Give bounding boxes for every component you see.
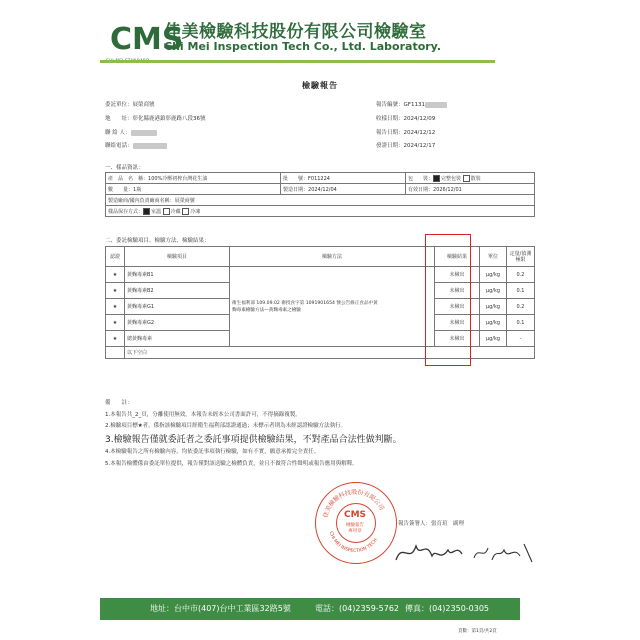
company-name-zh: 佳美檢驗科技股份有限公司檢驗室 <box>164 22 427 42</box>
mfg-value: 2024/12/04 <box>308 186 337 193</box>
report-no-label: 報告編號： <box>376 102 404 108</box>
seal-line-2: 專用章 <box>348 529 362 534</box>
col-accredit: 認證 <box>106 247 125 267</box>
company-logo <box>110 16 184 57</box>
address-row <box>105 114 206 122</box>
batch-value: F011224 <box>308 175 330 182</box>
accredit-star: ★ <box>106 267 125 283</box>
test-result: 未檢出 <box>435 267 480 283</box>
client-value: 展榮商號 <box>132 102 155 108</box>
storage-option-fridge: 冷藏 <box>170 208 181 215</box>
note-2: 2.檢驗項目標★者，係指該檢驗項目經衛生福利部認證通過；未標示者則為未經認證檢驗方法執行。 <box>105 423 347 429</box>
test-unit: μg/kg <box>480 267 507 283</box>
signer-row <box>398 519 464 527</box>
test-item: 黃麴毒素G1 <box>125 299 230 315</box>
phone-row <box>105 141 167 149</box>
mfg-cell <box>281 184 406 195</box>
accredit-star: ★ <box>106 299 125 315</box>
issue-label: 發證日期： <box>376 143 404 149</box>
document-title: 檢驗報告 <box>302 81 338 90</box>
signer-label: 報告簽署人： <box>398 521 432 527</box>
maker-value: 展榮商號 <box>174 197 195 204</box>
accredit-star: ★ <box>106 331 125 347</box>
method-text-1: 衛生福利部 109.09.02 衛授食字第 1091901654 號公告修正食品中黃 <box>232 300 378 306</box>
footer-fax: 傳真：(04)2350-0305 <box>405 604 490 613</box>
exp-cell <box>406 184 535 195</box>
col-loq: 定量/偵測極限 <box>507 247 535 267</box>
test-item: 黃麴毒素B2 <box>125 283 230 299</box>
test-result: 未檢出 <box>435 299 480 315</box>
issue-date-row <box>376 141 435 149</box>
col-result: 檢驗結果 <box>435 247 480 267</box>
col-item: 檢驗項目 <box>125 247 230 267</box>
maker-cell <box>106 195 535 206</box>
col-unit: 單位 <box>480 247 507 267</box>
client-label: 委託單位： <box>105 102 133 108</box>
report-date-row <box>376 128 435 136</box>
qty-cell <box>106 184 281 195</box>
storage-option-room: 室溫 <box>151 208 162 215</box>
test-result: 未檢出 <box>435 315 480 331</box>
note-4: 4.本檢驗報告之所有檢驗內容，均依委託事項執行檢驗，如有不實，願意承擔完全責任。 <box>105 449 320 455</box>
test-loq: 0.1 <box>507 315 535 331</box>
package-option-full: 完整包裝 <box>441 175 462 182</box>
maker-label: 製造廠商/國內負責廠商名稱： <box>108 197 175 204</box>
note-3: 3.檢驗報告僅就委託者之委託事項提供檢驗結果，不對產品合法性做判斷。 <box>105 435 402 445</box>
company-name-en: Chi Mei Inspection Tech Co., Ltd. Laboratory. <box>164 40 442 53</box>
qty-label: 數 量： <box>108 186 134 193</box>
handwritten-signature <box>392 536 542 568</box>
client-row <box>105 100 155 108</box>
test-item: 黃麴毒素G2 <box>125 315 230 331</box>
report-no-row <box>376 100 447 108</box>
method-cell <box>230 267 435 347</box>
seal-outer-text: 佳美檢驗科技股份有限公司 <box>322 488 386 519</box>
note-1: 1.本報告共_2_頁，分離使用無效。本報告未經本公司書面許可，不得摘錄複製。 <box>105 412 301 418</box>
page-number: 頁數：第1頁/共2頁 <box>458 629 497 634</box>
product-name-label: 產 品 名 稱： <box>108 175 149 182</box>
contact-row <box>105 128 157 136</box>
test-item: 黃麴毒素B1 <box>125 267 230 283</box>
sample-heading: 一、樣品資訊： <box>105 165 144 171</box>
received-label: 收樣日期： <box>376 116 404 122</box>
result-highlight-box <box>425 234 471 366</box>
accredit-star: ★ <box>106 283 125 299</box>
end-spacer <box>106 347 125 359</box>
report-date-label: 報告日期： <box>376 130 404 136</box>
report-no-redacted <box>425 102 447 108</box>
exp-value: 2026/12/01 <box>433 186 462 193</box>
phone-redacted <box>133 143 167 149</box>
received-row <box>376 114 435 122</box>
report-date-value: 2024/12/12 <box>403 130 436 136</box>
received-value: 2024/12/09 <box>403 116 436 122</box>
package-checkbox <box>463 175 470 182</box>
logo-text: CMS <box>110 22 184 57</box>
test-item: 總黃麴毒素 <box>125 331 230 347</box>
issue-value: 2024/12/17 <box>403 143 436 149</box>
report-no-value: GF1131 <box>403 102 425 108</box>
package-cell <box>406 173 535 184</box>
storage-option-frozen: 冷凍 <box>190 208 201 215</box>
seal-line-1: 檢驗報告 <box>346 523 364 528</box>
address-label: 地 址： <box>105 116 133 122</box>
product-name-cell <box>106 173 281 184</box>
batch-label: 批 號： <box>283 175 309 182</box>
test-loq: 0.2 <box>507 299 535 315</box>
exp-label: 有效日期： <box>408 186 434 193</box>
test-unit: μg/kg <box>480 283 507 299</box>
test-loq: 0.1 <box>507 283 535 299</box>
storage-checkbox <box>182 208 189 215</box>
test-unit: μg/kg <box>480 299 507 315</box>
qty-value: 1瓶 <box>133 186 142 193</box>
package-label: 包 裝： <box>408 175 434 182</box>
contact-redacted <box>131 130 157 136</box>
notes-heading: 備 註： <box>105 400 133 406</box>
storage-checkbox-checked <box>143 208 150 215</box>
accredit-star: ★ <box>106 315 125 331</box>
storage-label: 樣品保存方式： <box>108 208 144 215</box>
signer-value: 張育瑄 副理 <box>431 521 465 527</box>
footer-address: 地址：台中市(407)台中工業區32路5號 <box>150 604 291 613</box>
test-unit: μg/kg <box>480 331 507 347</box>
results-heading: 二、委託檢驗項目、檢驗方法、檢驗結果： <box>105 238 210 244</box>
test-loq: 0.2 <box>507 267 535 283</box>
note-5: 5.本報告檢體係由委託單位提供，報告僅對該送驗之檢體負責，並且不做符合性聲明或報告應用與解釋。 <box>105 461 358 467</box>
mfg-label: 製造日期： <box>283 186 309 193</box>
test-result: 未檢出 <box>435 331 480 347</box>
batch-cell <box>281 173 406 184</box>
storage-checkbox <box>163 208 170 215</box>
contact-label: 聯 絡 人： <box>105 130 131 136</box>
footer-phone: 電話：(04)2359-5762 <box>315 604 400 613</box>
test-result: 未檢出 <box>435 283 480 299</box>
package-checkbox-checked <box>433 175 440 182</box>
end-of-table-text: 以下空白 <box>125 347 535 359</box>
seal-outer-text-en: CHI MEI INSPECTION TECH <box>327 531 379 555</box>
product-name-value: 100%冷壓初榨台灣花生油 <box>148 175 208 182</box>
seal-logo: CMS <box>343 510 367 520</box>
phone-label: 聯絡電話： <box>105 143 133 149</box>
storage-cell <box>106 206 535 217</box>
col-method: 檢驗方法 <box>230 247 435 267</box>
address-value: 彰化縣鹿港鎮彰鹿路八段36號 <box>132 116 206 122</box>
sample-table <box>105 172 535 217</box>
test-loq: - <box>507 331 535 347</box>
header-divider <box>100 60 495 63</box>
package-option-bulk: 散裝 <box>470 175 481 182</box>
test-unit: μg/kg <box>480 315 507 331</box>
method-text-2: 麴毒素檢驗方法—黃麴毒素之檢驗 <box>232 307 301 313</box>
seal-text-ring <box>315 482 395 562</box>
